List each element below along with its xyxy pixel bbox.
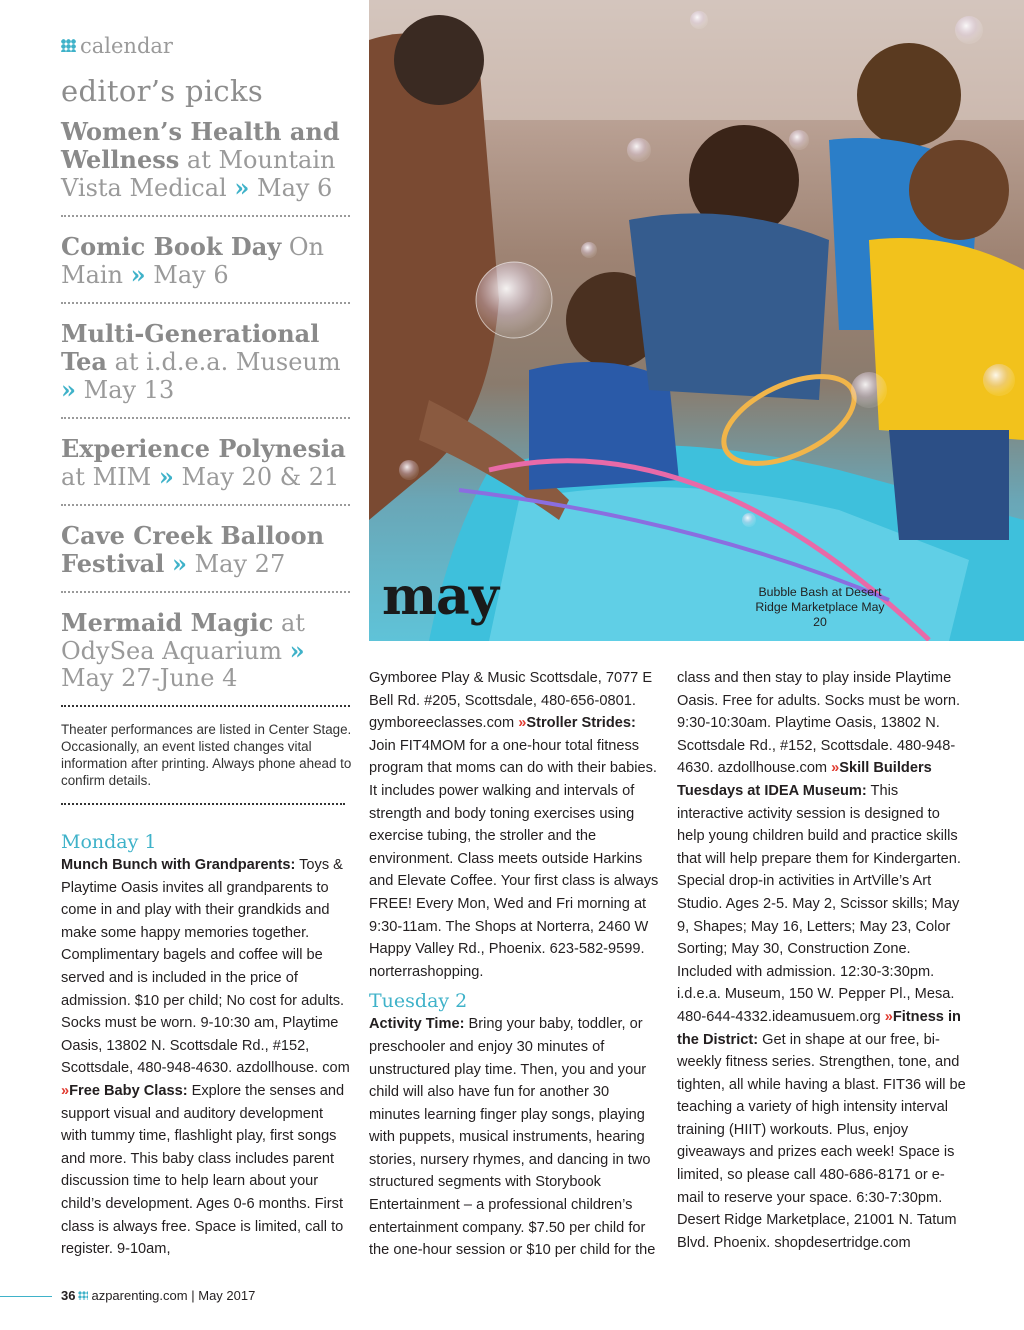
listings-column-3	[677, 667, 967, 1254]
pick-date: May 27	[186, 550, 286, 578]
pick-title: Multi-Generational Tea	[61, 319, 320, 376]
pick-venue: at MIM	[61, 463, 159, 491]
pick-title: Cave Creek Balloon Festival	[61, 521, 325, 578]
footer-issue: May 2017	[198, 1288, 256, 1303]
footer-site: azparenting.com	[91, 1288, 188, 1303]
event-title: Fitness in the District:	[677, 1008, 961, 1048]
pick-item	[61, 118, 350, 215]
event-text: Bring your baby, toddler, or preschooler and enjoy 30 minutes of unstructured play time. Then, you and your child will also have fun for another 30 minutes learning finger play songs, playing with puppets, musical instruments, hearing stories, nursery rhymes, and dancing in two structured segments with Storybook Entertainment – a professional children’s entertainment company. $7.50 per child for the one-hour session or $10 per child for the	[369, 1016, 656, 1259]
event-text: class and then stay to play inside Playtime Oasis. Free for adults. Socks must be worn. 9:30-10:30am. Playtime Oasis, 13802 N. Scottsdale Rd., #152, Scottsdale. 480-948-4630. azdollhouse.com	[677, 670, 961, 777]
pick-date: May 6	[145, 261, 229, 289]
pick-venue: at Mountain Vista Medical	[61, 146, 336, 202]
pick-date: May 27-June 4	[61, 664, 238, 692]
divider	[61, 417, 350, 419]
pick-item	[61, 233, 350, 302]
divider	[61, 803, 345, 805]
section-label	[61, 34, 173, 58]
photo-illustration	[369, 0, 1024, 641]
divider	[61, 705, 350, 707]
pick-title: Comic Book Day	[61, 232, 282, 261]
page-footer	[61, 1288, 255, 1303]
event-title: Stroller Strides:	[526, 715, 636, 732]
divider	[61, 591, 350, 593]
month-title: may	[382, 566, 498, 627]
pick-venue: at i.d.e.a. Museum	[106, 348, 341, 376]
disclaimer-note: Theater performances are listed in Center Stage. Occasionally, an event listed changes vital information after printing. Always phone ahead to confirm details.	[61, 722, 352, 788]
section-label-text: calendar	[80, 34, 173, 58]
pick-title: Mermaid Magic	[61, 608, 274, 637]
chevron-icon: »	[171, 549, 187, 578]
event-text: Get in shape at our free, bi-weekly fitness series. Strengthen, tone, and tighten, all while having a blast. FIT36 will be teaching a variety of high intensity interval training (HIIT) workouts. Plus, enjoy giveaways and prizes each week! Space is limited, so please call 480-686-8171 or e-mail to reserve your space. 6:30-7:30pm. Desert Ridge Marketplace, 21001 N. Tatum Blvd. Phoenix. shopdesertridge.com	[677, 1031, 966, 1251]
listings-column-1	[61, 830, 353, 1261]
pick-venue: at OdySea Aquarium	[61, 609, 305, 665]
pick-venue: On Main	[61, 233, 324, 289]
divider	[61, 302, 350, 304]
event-title: Skill Builders Tuesdays at IDEA Museum:	[677, 760, 932, 799]
chevron-icon: »	[289, 636, 305, 665]
chevron-icon: »	[61, 1082, 70, 1099]
day-heading: Monday 1	[61, 831, 157, 853]
event-title: Munch Bunch with Grandparents:	[61, 857, 296, 873]
grid-dots-icon	[78, 1291, 88, 1300]
chevron-icon: »	[130, 260, 146, 289]
listings-column-2	[369, 667, 659, 1262]
chevron-icon: »	[234, 173, 250, 202]
pick-item	[61, 435, 350, 504]
pick-title: Women’s Health and Wellness	[61, 117, 340, 174]
chevron-icon: »	[158, 462, 174, 491]
pick-item	[61, 320, 350, 417]
pick-date: May 6	[249, 174, 333, 202]
event-text: Explore the senses and support visual and auditory development with tummy time, flashlight play, first songs and more. This baby class includes parent discussion time to help learn about your child’s development. Ages 0-6 months. First class is always free. Space is limited, call to register. 9-10am,	[61, 1082, 345, 1258]
event-title: Free Baby Class:	[69, 1082, 188, 1099]
pick-item	[61, 522, 350, 591]
day-heading: Tuesday 2	[369, 990, 468, 1013]
chevron-icon: »	[61, 375, 76, 404]
chevron-icon: »	[518, 715, 527, 732]
chevron-icon: »	[831, 760, 840, 777]
footer-separator: |	[191, 1288, 195, 1303]
event-text: Toys & Playtime Oasis invites all grandparents to come in and play with their grandkids and make some happy memories together. Complimentary bagels and coffee will be served and is included in the price of admission. $10 per child; No cost for adults. Socks must be worn. 9-10:30 am, Playtime Oasis, 13802 N. Scottsdale Rd., #152, Scottsdale, 480-948-4630. azdollhouse. com	[61, 857, 350, 1077]
pick-date: May 20 & 21	[173, 463, 340, 491]
editors-picks-list	[61, 118, 350, 723]
pick-item	[61, 609, 350, 705]
chevron-icon: »	[884, 1008, 893, 1025]
photo-caption: Bubble Bash at Desert Ridge Marketplace May 20	[755, 585, 885, 629]
footer-rule	[0, 1296, 52, 1297]
event-text: This interactive activity session is designed to help young children build and practice skills that will help prepare them for Kindergarten. Special drop-in activities in ArtVille’s Art Studio. Ages 2-5. May 2, Scissor skills; May 9, Shapes; May 16, Letters; May 23, Color Sorting; May 30, Construction Zone. Included with admission. 12:30-3:30pm. i.d.e.a. Museum, 150 W. Pepper Pl., Mesa. 480-644-4332.ideamusuem.org	[677, 782, 961, 1025]
grid-dots-icon	[61, 39, 76, 52]
event-title: Activity Time:	[369, 1016, 465, 1033]
page-number: 36	[61, 1288, 76, 1303]
editors-picks-title: editor’s picks	[61, 74, 264, 108]
pick-date: May 13	[76, 376, 175, 404]
bubble-bash-photo	[369, 0, 1024, 641]
pick-venue	[164, 550, 172, 578]
event-text: Gymboree Play & Music Scottsdale, 7077 E Bell Rd. #205, Scottsdale, 480-656-0801. gymboreeclasses.com	[369, 670, 653, 732]
divider	[61, 504, 350, 506]
event-text: Join FIT4MOM for a one-hour total fitness program that moms can do with their babies. It includes power walking and intervals of strength and body toning exercises using exercise tubing, the stroller and the environment. Class meets outside Harkins and Elevate Coffee. Your first class is always FREE! Every Mon, Wed and Fri morning at 9:30-11am. The Shops at Norterra, 2460 W Happy Valley Rd., Phoenix. 623-582-9599. norterrashopping.	[369, 737, 659, 980]
divider	[61, 215, 350, 217]
pick-title: Experience Polynesia	[61, 434, 346, 463]
